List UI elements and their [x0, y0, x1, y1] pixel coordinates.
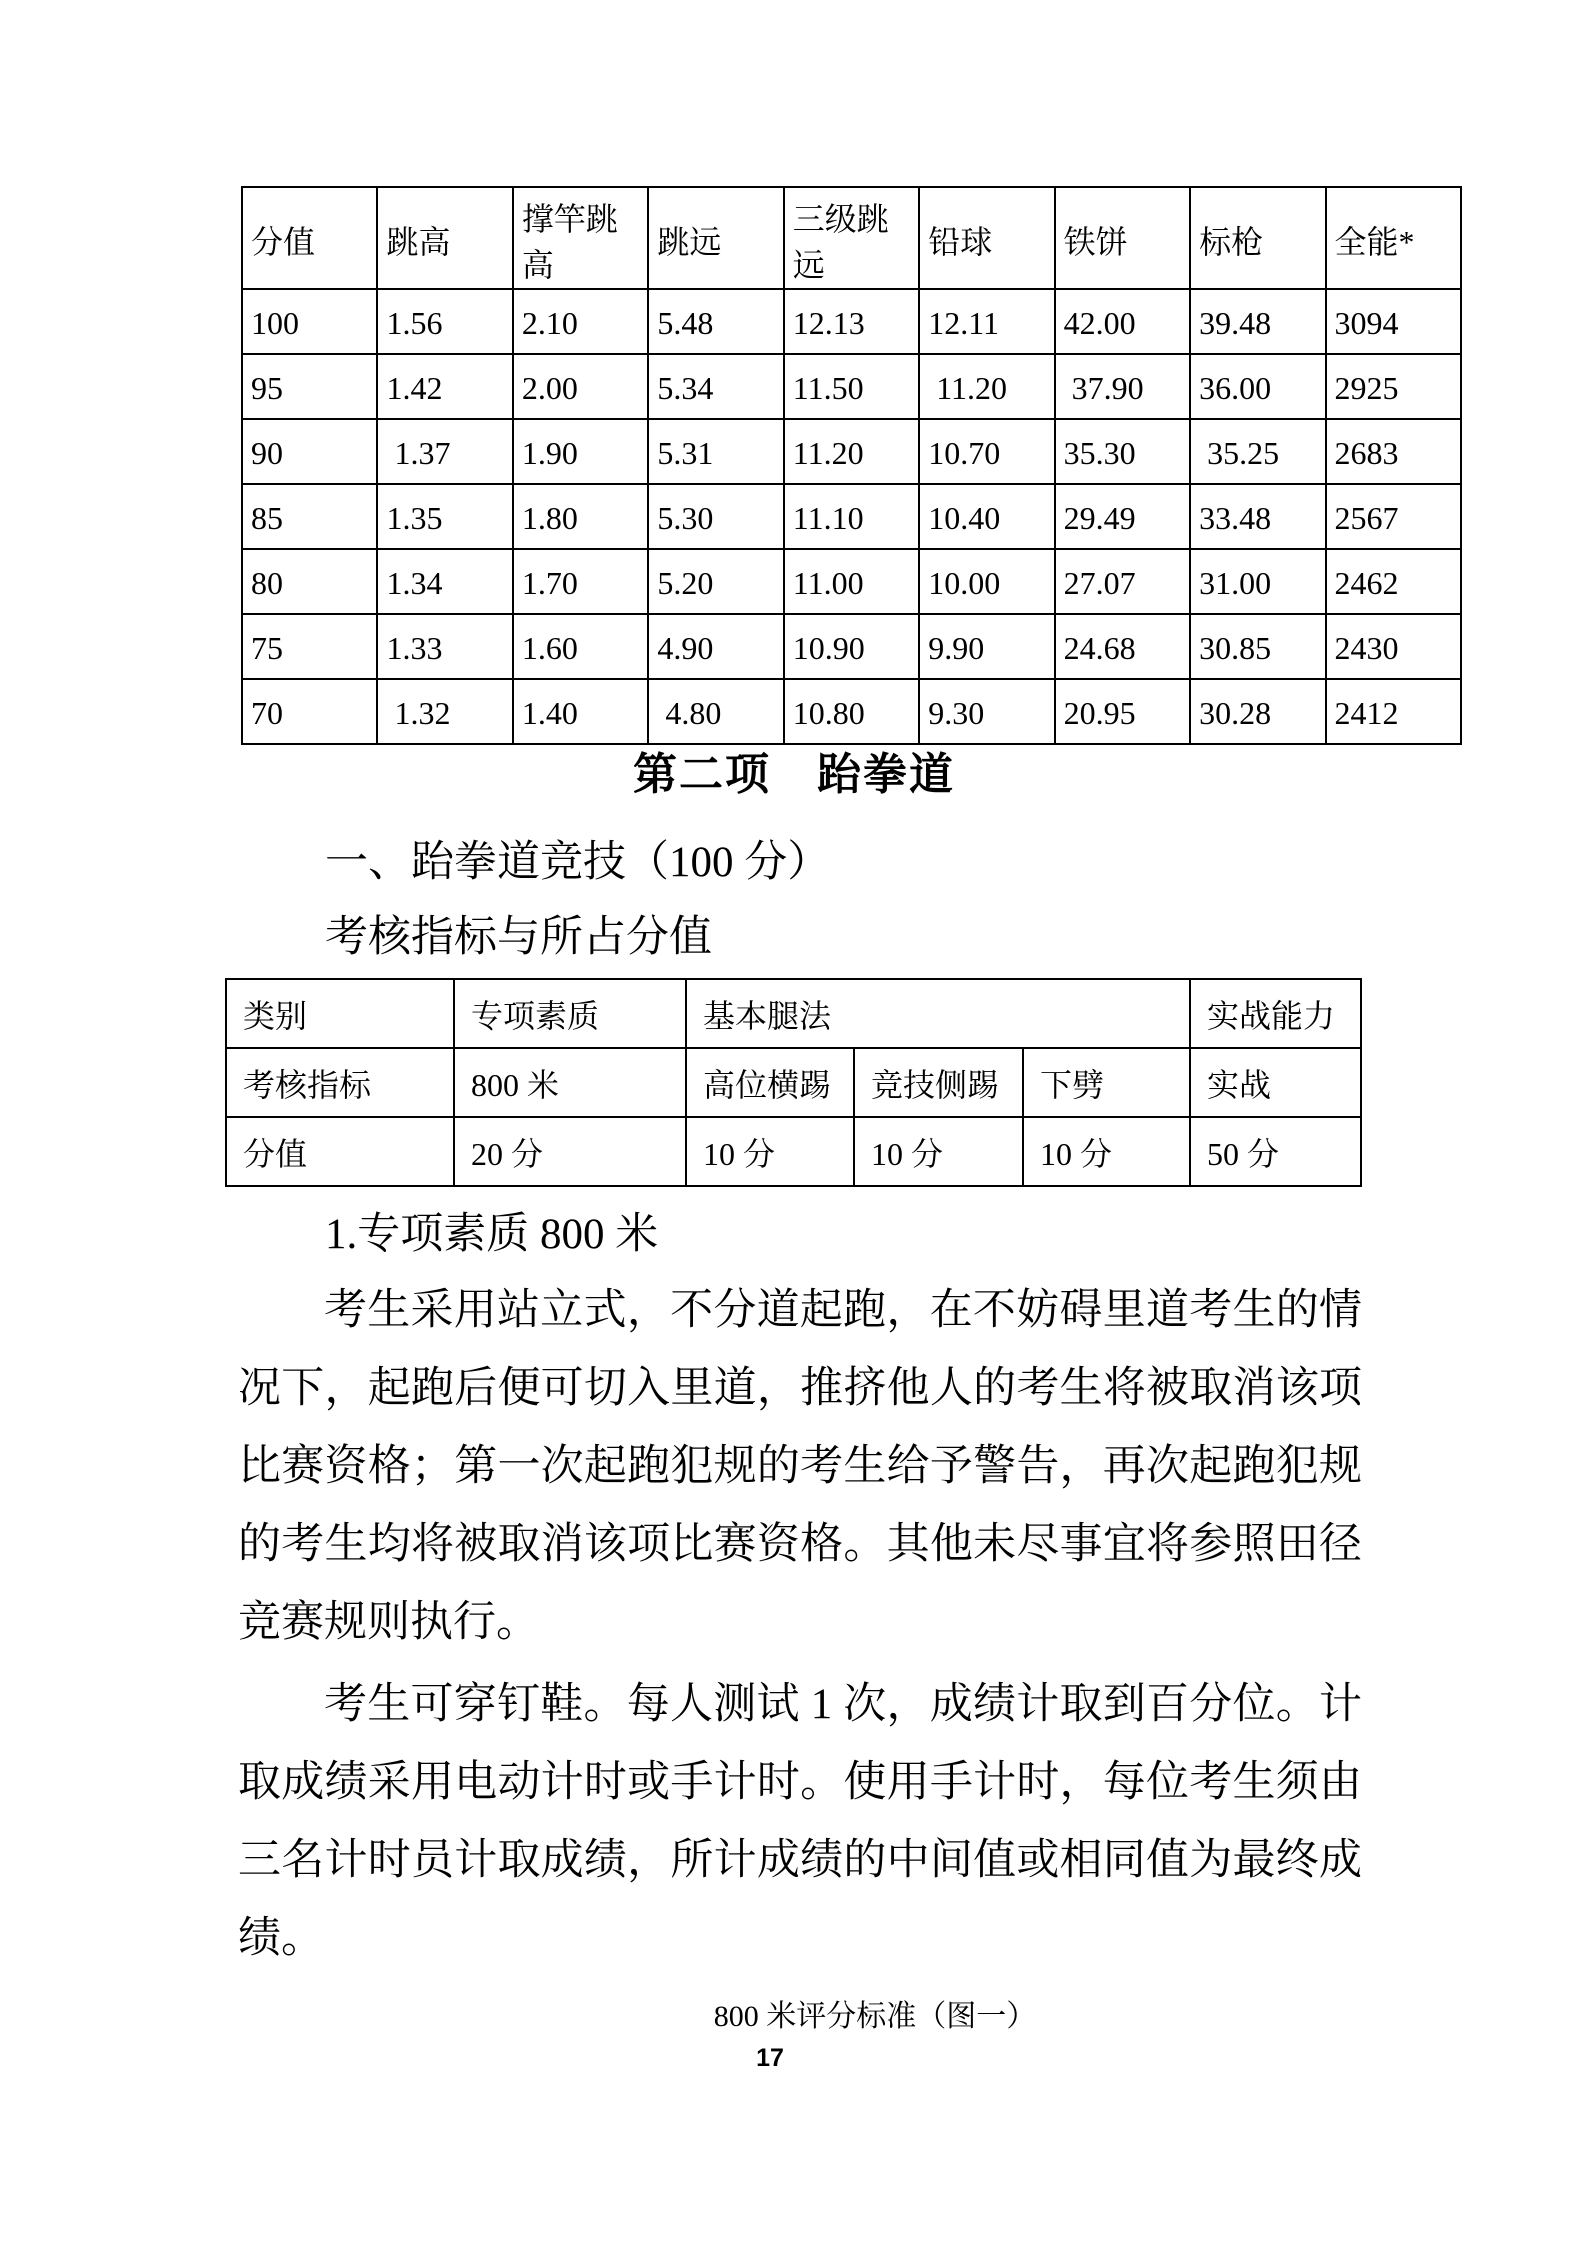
athletics-scoring-table	[241, 186, 1462, 745]
cell: 36.00	[1190, 354, 1325, 419]
cell: 85	[242, 484, 377, 549]
cell: 1.42	[377, 354, 512, 419]
cell: 实战	[1190, 1048, 1361, 1117]
cell: 3094	[1326, 289, 1462, 354]
cell: 10 分	[1023, 1117, 1190, 1186]
cell: 29.49	[1055, 484, 1190, 549]
cell: 1.32	[377, 679, 512, 744]
cell: 类别	[226, 979, 454, 1048]
column-header: 撑竿跳高	[513, 187, 648, 289]
cell: 20 分	[454, 1117, 686, 1186]
cell: 800 米	[454, 1048, 686, 1117]
cell: 基本腿法	[686, 979, 1190, 1048]
cell: 实战能力	[1190, 979, 1361, 1048]
cell: 30.28	[1190, 679, 1325, 744]
cell: 39.48	[1190, 289, 1325, 354]
cell: 27.07	[1055, 549, 1190, 614]
cell: 95	[242, 354, 377, 419]
column-header: 三级跳远	[784, 187, 919, 289]
table-row	[242, 679, 1461, 744]
table-row	[242, 419, 1461, 484]
cell: 下劈	[1023, 1048, 1190, 1117]
cell: 10.00	[919, 549, 1054, 614]
cell: 9.90	[919, 614, 1054, 679]
cell: 50 分	[1190, 1117, 1361, 1186]
table-row	[226, 979, 1361, 1048]
subsection-heading: 一、跆拳道竞技（100 分）	[325, 839, 831, 886]
table-row	[242, 549, 1461, 614]
cell: 1.33	[377, 614, 512, 679]
cell: 70	[242, 679, 377, 744]
cell: 100	[242, 289, 377, 354]
paragraph-rules: 考生采用站立式，不分道起跑，在不妨碍里道考生的情况下，起跑后便可切入里道，推挤他人的考生将被取消该项比赛资格；第一次起跑犯规的考生给予警告，再次起跑犯规的考生均将被取消该项比赛资格。其他未尽事宜将参照田径竞赛规则执行。	[238, 1287, 1362, 1646]
cell: 12.11	[919, 289, 1054, 354]
column-header: 全能*	[1326, 187, 1462, 289]
cell: 1.56	[377, 289, 512, 354]
cell: 75	[242, 614, 377, 679]
cell: 33.48	[1190, 484, 1325, 549]
cell: 4.80	[648, 679, 783, 744]
score-row	[226, 1117, 1361, 1186]
figure-caption: 800 米评分标准（图一）	[713, 2000, 1037, 2033]
cell: 1.34	[377, 549, 512, 614]
cell: 5.34	[648, 354, 783, 419]
cell: 11.20	[919, 354, 1054, 419]
taekwondo-indicator-table	[225, 978, 1362, 1187]
cell: 12.13	[784, 289, 919, 354]
page-number: 17	[756, 2044, 784, 2072]
cell: 1.80	[513, 484, 648, 549]
cell: 5.31	[648, 419, 783, 484]
indicator-row	[226, 1048, 1361, 1117]
cell: 2567	[1326, 484, 1462, 549]
cell: 5.20	[648, 549, 783, 614]
cell: 30.85	[1190, 614, 1325, 679]
cell: 31.00	[1190, 549, 1325, 614]
cell: 10 分	[686, 1117, 854, 1186]
cell: 10.90	[784, 614, 919, 679]
cell: 9.30	[919, 679, 1054, 744]
cell: 5.48	[648, 289, 783, 354]
cell: 1.70	[513, 549, 648, 614]
column-header: 铅球	[919, 187, 1054, 289]
cell: 11.20	[784, 419, 919, 484]
indicator-table-caption: 考核指标与所占分值	[325, 914, 712, 961]
cell: 2683	[1326, 419, 1462, 484]
cell: 90	[242, 419, 377, 484]
section-heading: 第二项 跆拳道	[633, 750, 955, 799]
cell: 2.10	[513, 289, 648, 354]
cell: 竞技侧踢	[854, 1048, 1023, 1117]
cell: 1.90	[513, 419, 648, 484]
cell: 专项素质	[454, 979, 686, 1048]
cell: 24.68	[1055, 614, 1190, 679]
cell: 11.10	[784, 484, 919, 549]
scoring-table-body	[242, 289, 1461, 744]
cell: 5.30	[648, 484, 783, 549]
cell: 10.70	[919, 419, 1054, 484]
cell: 考核指标	[226, 1048, 454, 1117]
column-header: 铁饼	[1055, 187, 1190, 289]
cell: 高位横踢	[686, 1048, 854, 1117]
column-header: 跳高	[377, 187, 512, 289]
cell: 11.50	[784, 354, 919, 419]
cell: 42.00	[1055, 289, 1190, 354]
cell: 35.25	[1190, 419, 1325, 484]
scoring-table-head-row	[242, 187, 1461, 289]
cell: 2.00	[513, 354, 648, 419]
cell: 2925	[1326, 354, 1462, 419]
table-row	[242, 614, 1461, 679]
column-header: 标枪	[1190, 187, 1325, 289]
column-header: 分值	[242, 187, 377, 289]
cell: 10.40	[919, 484, 1054, 549]
cell: 2462	[1326, 549, 1462, 614]
paragraph-timing: 考生可穿钉鞋。每人测试 1 次，成绩计取到百分位。计取成绩采用电动计时或手计时。使用手计时，每位考生须由三名计时员计取成绩，所计成绩的中间值或相同值为最终成绩。	[238, 1681, 1362, 1962]
cell: 2412	[1326, 679, 1462, 744]
cell: 80	[242, 549, 377, 614]
cell: 4.90	[648, 614, 783, 679]
cell: 10 分	[854, 1117, 1023, 1186]
cell: 1.37	[377, 419, 512, 484]
cell: 10.80	[784, 679, 919, 744]
cell: 37.90	[1055, 354, 1190, 419]
cell: 11.00	[784, 549, 919, 614]
table-row	[242, 289, 1461, 354]
cell: 分值	[226, 1117, 454, 1186]
cell: 1.40	[513, 679, 648, 744]
table-row	[242, 354, 1461, 419]
item-heading: 1.专项素质 800 米	[325, 1211, 659, 1258]
cell: 2430	[1326, 614, 1462, 679]
cell: 1.35	[377, 484, 512, 549]
cell: 20.95	[1055, 679, 1190, 744]
cell: 1.60	[513, 614, 648, 679]
table-row	[242, 484, 1461, 549]
column-header: 跳远	[648, 187, 783, 289]
cell: 35.30	[1055, 419, 1190, 484]
